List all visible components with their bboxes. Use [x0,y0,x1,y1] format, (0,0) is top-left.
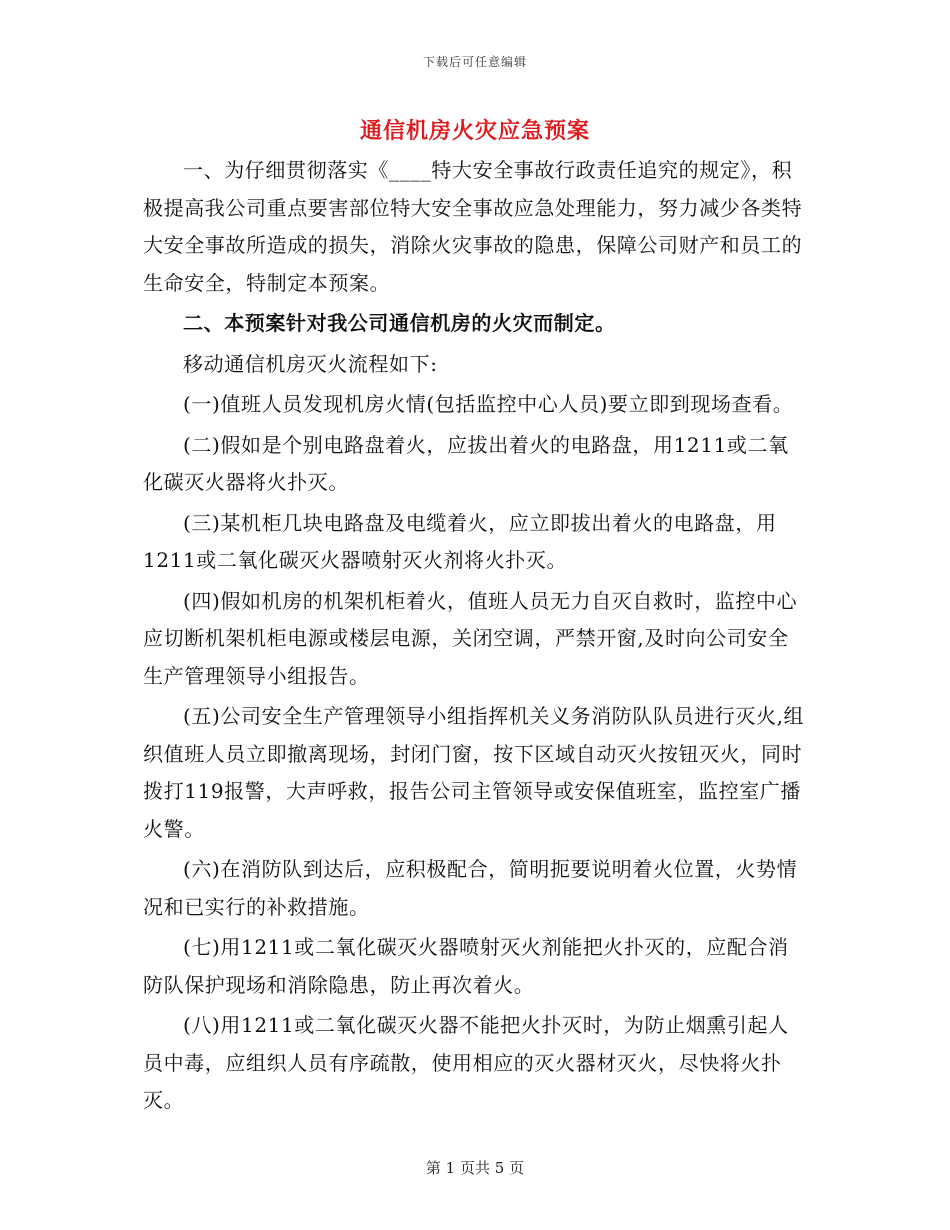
paragraph-step-3: (三)某机柜几块电路盘及电缆着火，应立即拔出着火的电路盘，用1211或二氧化碳灭火器喷射灭火剂将火扑灭。 [143,510,777,572]
paragraph-step-5: (五)公司安全生产管理领导小组指挥机关义务消防队队员进行灭火,组织值班人员立即撤离现场，封闭门窗，按下区域自动灭火按钮灭火，同时拨打119报警，大声呼救，报告公司主管领导或安保值班室，监控室广播火警。 [143,704,805,841]
paragraph-step-8: (八)用1211或二氧化碳灭火器不能把火扑灭时，为防止烟熏引起人员中毒，应组织人员有序疏散，使用相应的灭火器材灭火，尽快将火扑灭。 [143,1013,789,1112]
page-number: 第 1 页共 5 页 [425,1159,525,1177]
paragraph-purpose: 一、为仔细贯彻落实《____特大安全事故行政责任追究的规定》，积极提高我公司重点要害部位特大安全事故应急处理能力，努力减少各类特大安全事故所造成的损失，消除火灾事故的隐患，保障公司财产和员工的生命安全，特制定本预案。 [143,158,803,295]
paragraph-step-1: (一)值班人员发现机房火情(包括监控中心人员)要立即到现场查看。 [183,392,794,416]
paragraph-step-7: (七)用1211或二氧化碳灭火器喷射灭火剂能把火扑灭的，应配合消防队保护现场和消除隐患，防止再次着火。 [143,935,789,997]
paragraph-scope: 二、本预案针对我公司通信机房的火灾而制定。 [183,311,616,335]
document-title: 通信机房火灾应急预案 [359,118,590,144]
header-note: 下载后可任意编辑 [422,55,527,69]
paragraph-procedure-intro: 移动通信机房灭火流程如下: [183,351,438,376]
document-body [143,152,809,1123]
paragraph-step-2: (二)假如是个别电路盘着火，应拔出着火的电路盘，用1211或二氧化碳灭火器将火扑灭。 [143,432,789,494]
paragraph-step-6: (六)在消防队到达后，应积极配合，简明扼要说明着火位置，火势情况和已实行的补救措施。 [143,857,798,919]
paragraph-step-4: (四)假如机房的机架机柜着火，值班人员无力自灭自救时，监控中心应切断机架机柜电源或楼层电源，关闭空调，严禁开窗,及时向公司安全生产管理领导小组报告。 [143,588,798,688]
